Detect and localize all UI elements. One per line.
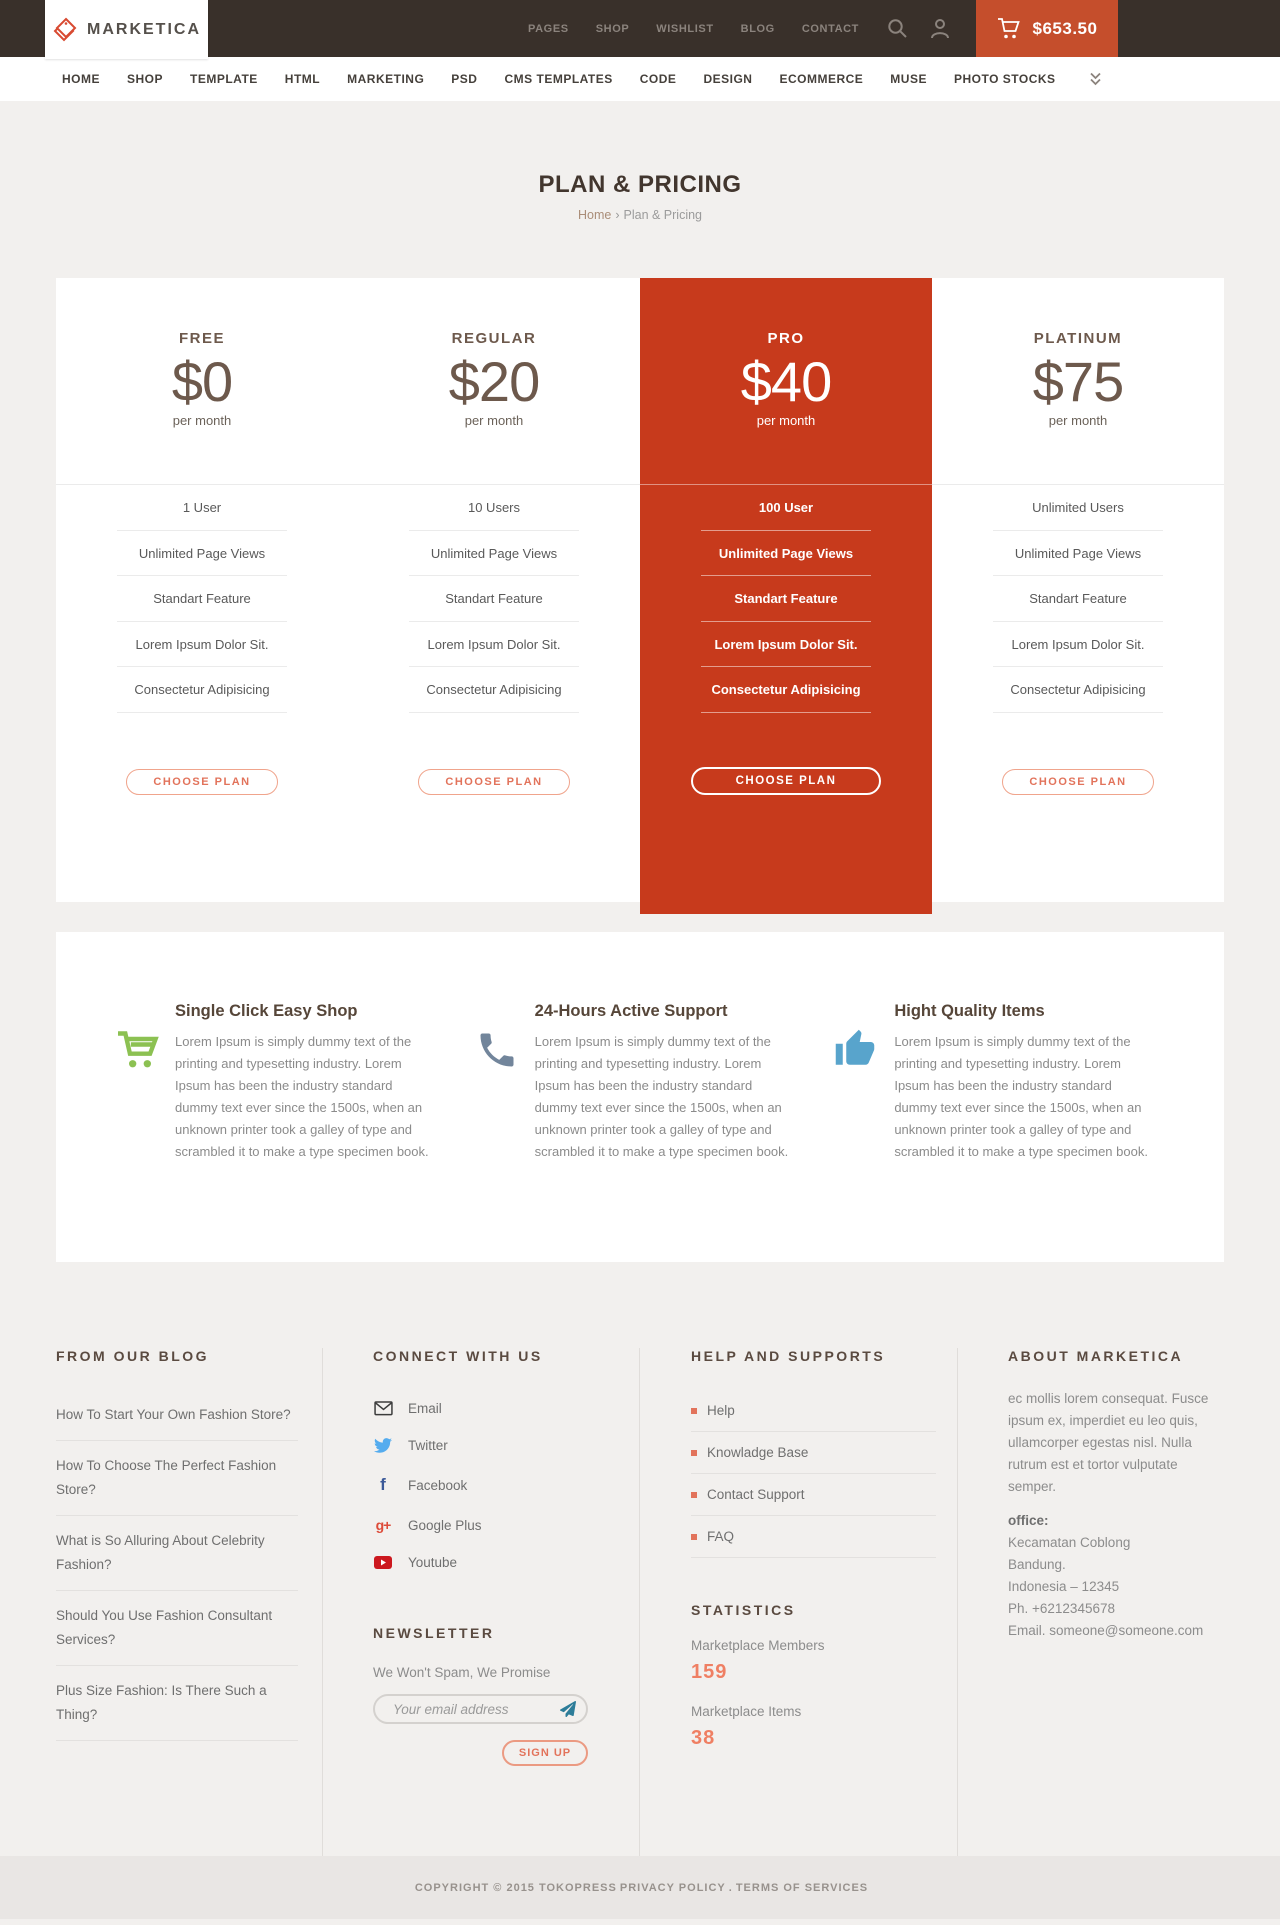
youtube-icon (373, 1556, 393, 1569)
page-head (0, 101, 1280, 222)
stat-value: 38 (691, 1727, 716, 1749)
pricing-plan-platinum (932, 278, 1224, 902)
main-nav-link-psd[interactable]: PSD (451, 72, 478, 86)
plan-feature-row: Consectetur Adipisicing (932, 667, 1224, 713)
cart-button[interactable] (976, 0, 1118, 57)
blog-list-item (56, 1516, 298, 1591)
copyright-bar (0, 1856, 1280, 1919)
address-line: Email. someone@someone.com (1008, 1623, 1204, 1638)
feature-block (475, 1002, 835, 1262)
address-line: Bandung. (1008, 1557, 1066, 1572)
blog-list-item (56, 1591, 298, 1666)
plan-period: per month (172, 413, 232, 428)
main-nav-link-home[interactable]: HOME (62, 72, 100, 86)
copyright-text: . (728, 1881, 733, 1894)
breadcrumb-current: Plan & Pricing (623, 208, 703, 222)
breadcrumb-home-link[interactable]: Home (577, 208, 612, 222)
plan-price (348, 351, 640, 413)
feature-title: Single Click Easy Shop (175, 1002, 358, 1020)
footer-connect-heading: CONNECT WITH US (373, 1348, 543, 1364)
top-nav-link-pages[interactable]: PAGES (528, 22, 569, 35)
currency-symbol: $ (1032, 350, 1063, 413)
main-nav-link-shop[interactable]: SHOP (127, 72, 164, 86)
top-nav-link-shop[interactable]: SHOP (595, 22, 630, 35)
help-link[interactable]: FAQ (707, 1529, 735, 1544)
feature-text: Lorem Ipsum is simply dummy text of the printing and typesetting industry. Lorem Ipsum has been the industry standard dummy text ever since the 1500s, when an unknown printer took a galley of type and scrambled it to make a type specimen book. (175, 1034, 429, 1159)
plan-name: REGULAR (451, 330, 537, 347)
plan-period: per month (464, 413, 524, 428)
pricing-plan-regular (348, 278, 640, 902)
top-nav-link-wishlist[interactable]: WISHLIST (656, 22, 714, 35)
main-nav-link-design[interactable]: DESIGN (703, 72, 753, 86)
plan-feature-row: Standart Feature (640, 576, 932, 622)
plan-feature-list (932, 485, 1224, 713)
plan-price (56, 351, 348, 413)
help-list-item (691, 1432, 936, 1474)
gplus-icon: g+ (375, 1517, 391, 1533)
brand-name: MARKETICA (87, 20, 201, 38)
pricing-table (56, 278, 1224, 902)
copyright-link[interactable]: TERMS OF SERVICES (735, 1881, 869, 1894)
plan-feature-row: Unlimited Page Views (56, 531, 348, 577)
plan-feature-row: Lorem Ipsum Dolor Sit. (348, 622, 640, 668)
copyright-link[interactable]: PRIVACY POLICY (619, 1881, 726, 1894)
social-label[interactable]: Twitter (408, 1438, 448, 1453)
tag-logo-icon (52, 15, 78, 45)
blog-post-link[interactable]: How To Start Your Own Fashion Store? (56, 1407, 291, 1422)
top-header (0, 0, 1280, 57)
plan-feature-row: Unlimited Page Views (640, 531, 932, 577)
blog-list-item (56, 1441, 298, 1516)
help-list-item (691, 1390, 936, 1432)
copyright-text: COPYRIGHT © 2015 TOKOPRESS (414, 1881, 617, 1894)
plan-feature-row: Unlimited Page Views (348, 531, 640, 577)
feature-title: 24-Hours Active Support (534, 1002, 728, 1020)
feature-block (115, 1002, 475, 1262)
social-item-youtube[interactable] (373, 1544, 615, 1581)
square-bullet-icon (691, 1450, 697, 1456)
social-item-facebook[interactable] (373, 1464, 615, 1506)
square-bullet-icon (691, 1408, 697, 1414)
social-item-email[interactable] (373, 1390, 615, 1427)
thumb-up-icon (834, 1028, 884, 1075)
price-amount: 40 (770, 350, 832, 413)
blog-post-link[interactable]: How To Choose The Perfect Fashion Store? (56, 1458, 277, 1497)
facebook-icon: f (380, 1475, 386, 1494)
search-icon[interactable] (887, 18, 908, 39)
statistics-entries (691, 1638, 933, 1750)
feature-body (535, 1002, 793, 1163)
main-nav (0, 57, 1280, 101)
blog-post-link[interactable]: Should You Use Fashion Consultant Services? (56, 1608, 273, 1647)
phone-icon (475, 1028, 525, 1077)
breadcrumb-separator: › (615, 208, 620, 222)
feature-block (834, 1002, 1194, 1262)
currency-symbol: $ (448, 350, 479, 413)
stat-label: Marketplace Members (691, 1638, 825, 1653)
feature-text: Lorem Ipsum is simply dummy text of the printing and typesetting industry. Lorem Ipsum has been the industry standard dummy text ever since the 1500s, when an unknown printer took a galley of type and scrambled it to make a type specimen book. (894, 1034, 1148, 1159)
currency-symbol: $ (740, 350, 771, 413)
plan-price (932, 351, 1224, 413)
plan-name: PLATINUM (1033, 330, 1123, 347)
social-label[interactable]: Email (408, 1401, 442, 1416)
page-title: PLAN & PRICING (538, 171, 742, 198)
chevron-double-down-icon[interactable] (1089, 72, 1102, 91)
plan-name: PRO (767, 330, 805, 347)
footer-about-column (958, 1348, 1236, 1856)
plan-feature-row: Standart Feature (348, 576, 640, 622)
newsletter-heading: NEWSLETTER (373, 1625, 495, 1641)
plan-feature-row: Unlimited Page Views (932, 531, 1224, 577)
stat-label: Marketplace Items (691, 1704, 802, 1719)
plan-header (348, 278, 640, 485)
main-nav-link-template[interactable]: TEMPLATE (190, 72, 258, 86)
main-nav-link-muse[interactable]: MUSE (890, 72, 927, 86)
main-nav-link-cms-templates[interactable]: CMS TEMPLATES (504, 72, 613, 86)
blog-post-link[interactable]: Plus Size Fashion: Is There Such a Thing? (56, 1683, 267, 1722)
feature-body (175, 1002, 433, 1163)
social-item-google-plus[interactable] (373, 1506, 615, 1544)
choose-plan-button[interactable]: CHOOSE PLAN (691, 767, 881, 795)
top-nav (528, 23, 859, 35)
blog-list (56, 1390, 298, 1741)
footer-help-column (640, 1348, 958, 1856)
cart-green-icon (115, 1028, 165, 1077)
social-label[interactable]: Google Plus (408, 1517, 482, 1533)
choose-plan-button[interactable]: CHOOSE PLAN (126, 769, 278, 795)
top-nav-link-contact[interactable]: CONTACT (801, 22, 859, 35)
address-line: Kecamatan Coblong (1008, 1535, 1131, 1550)
email-icon (373, 1401, 393, 1416)
paper-plane-icon[interactable] (560, 1701, 576, 1722)
about-text: ec mollis lorem consequat. Fusce ipsum ex, imperdiet eu leo quis, ullamcorper egestas nisl. Nulla rutrum est et tortor vulputate semper. (1008, 1391, 1209, 1494)
plan-period: per month (756, 413, 816, 428)
twitter-icon (373, 1438, 393, 1453)
blog-list-item (56, 1390, 298, 1441)
footer-blog-heading: FROM OUR BLOG (56, 1348, 210, 1364)
square-bullet-icon (691, 1534, 697, 1540)
price-amount: 20 (478, 350, 540, 413)
help-link[interactable]: Contact Support (707, 1487, 805, 1502)
features-section (56, 932, 1224, 1262)
plan-price (640, 351, 932, 413)
main-nav-link-code[interactable]: CODE (639, 72, 677, 86)
cart-icon (997, 17, 1023, 41)
signup-button[interactable]: SIGN UP (502, 1740, 588, 1766)
newsletter (373, 1625, 615, 1766)
feature-text: Lorem Ipsum is simply dummy text of the printing and typesetting industry. Lorem Ipsum has been the industry standard dummy text ever since the 1500s, when an unknown printer took a galley of type and scrambled it to make a type specimen book. (534, 1034, 789, 1159)
footer-about-heading: ABOUT MARKETICA (1008, 1348, 1184, 1364)
stat-value: 159 (691, 1661, 728, 1683)
currency-symbol: $ (171, 350, 202, 413)
plan-name: FREE (178, 330, 225, 347)
main-nav-link-marketing[interactable]: MARKETING (347, 72, 425, 86)
plan-feature-row: Consectetur Adipisicing (640, 667, 932, 713)
choose-plan-button[interactable]: CHOOSE PLAN (418, 769, 570, 795)
help-list-item (691, 1474, 936, 1516)
address-line: Indonesia – 12345 (1008, 1579, 1120, 1594)
plan-feature-row: Lorem Ipsum Dolor Sit. (56, 622, 348, 668)
plan-header (640, 278, 932, 485)
main-nav-link-photo-stocks[interactable]: PHOTO STOCKS (953, 72, 1056, 86)
plan-feature-row: Lorem Ipsum Dolor Sit. (640, 622, 932, 668)
plan-feature-row: Lorem Ipsum Dolor Sit. (932, 622, 1224, 668)
plan-feature-row: Standart Feature (932, 576, 1224, 622)
statistics-heading: STATISTICS (691, 1602, 796, 1618)
address-line: Ph. +6212345678 (1008, 1601, 1115, 1616)
plan-feature-row: 1 User (56, 485, 348, 531)
plan-feature-row: Unlimited Users (932, 485, 1224, 531)
statistics (691, 1602, 933, 1750)
social-item-twitter[interactable] (373, 1427, 615, 1464)
main-nav-link-ecommerce[interactable]: ECOMMERCE (779, 72, 864, 86)
feature-title: Hight Quality Items (894, 1002, 1045, 1020)
plan-feature-list (56, 485, 348, 713)
footer-blog-column (44, 1348, 323, 1856)
newsletter-note: We Won't Spam, We Promise (373, 1665, 551, 1680)
choose-plan-button[interactable]: CHOOSE PLAN (1002, 769, 1154, 795)
footer-help-heading: HELP AND SUPPORTS (691, 1348, 886, 1364)
footer-connect-column (323, 1348, 640, 1856)
cart-total: $653.50 (1032, 18, 1098, 38)
plan-feature-row: Consectetur Adipisicing (56, 667, 348, 713)
feature-body (894, 1002, 1152, 1163)
plan-feature-row: 100 User (640, 485, 932, 531)
site-footer (0, 1262, 1280, 1856)
help-list (691, 1390, 933, 1558)
plan-header (932, 278, 1224, 485)
plan-feature-list (640, 485, 932, 713)
main-nav-link-html[interactable]: HTML (284, 72, 321, 86)
blog-post-link[interactable]: What is So Alluring About Celebrity Fashion? (56, 1533, 265, 1572)
logo[interactable] (45, 0, 208, 59)
social-label[interactable]: Youtube (408, 1555, 458, 1570)
help-link[interactable]: Knowladge Base (707, 1445, 809, 1460)
breadcrumb (0, 208, 1280, 222)
plan-feature-list (348, 485, 640, 713)
plan-feature-row: 10 Users (348, 485, 640, 531)
office-address (1008, 1532, 1236, 1642)
price-amount: 0 (202, 350, 233, 413)
plan-feature-row: Consectetur Adipisicing (348, 667, 640, 713)
help-list-item (691, 1516, 936, 1558)
plan-period: per month (1048, 413, 1108, 428)
social-list (373, 1390, 615, 1581)
plan-feature-row: Standart Feature (56, 576, 348, 622)
user-account-icon[interactable] (930, 18, 950, 39)
office-label: office: (1008, 1513, 1049, 1528)
price-amount: 75 (1062, 350, 1124, 413)
top-nav-link-blog[interactable]: BLOG (740, 22, 775, 35)
newsletter-email-input[interactable] (373, 1694, 588, 1724)
pricing-plan-free (56, 278, 348, 902)
square-bullet-icon (691, 1492, 697, 1498)
blog-list-item (56, 1666, 298, 1741)
main-nav-items (62, 72, 1056, 86)
pricing-plan-pro (640, 278, 932, 902)
plan-header (56, 278, 348, 485)
social-label[interactable]: Facebook (408, 1477, 468, 1493)
help-link[interactable]: Help (707, 1403, 735, 1418)
